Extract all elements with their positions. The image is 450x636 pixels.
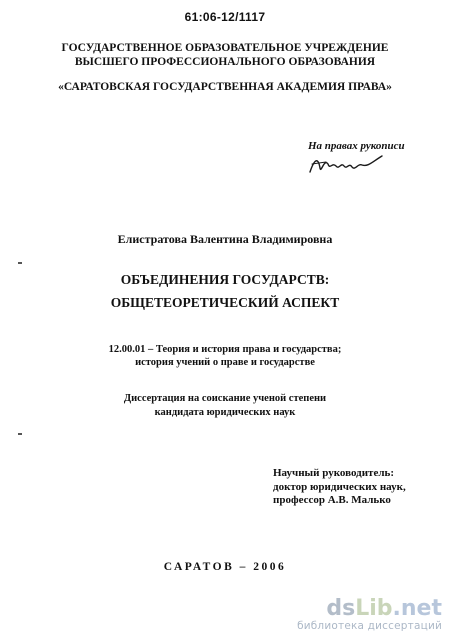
- watermark-logo: [297, 598, 442, 620]
- supervisor-name: профессор А.В. Малько: [273, 494, 391, 506]
- title-line-2: ОБЩЕТЕОРЕТИЧЕСКИЙ АСПЕКТ: [110, 295, 340, 310]
- margin-mark: [18, 262, 22, 264]
- supervisor-degree: доктор юридических наук,: [273, 480, 406, 493]
- city-year: САРАТОВ – 2006: [163, 561, 287, 573]
- degree-line-1: Диссертация на соискание ученой степени: [123, 393, 327, 404]
- author-name: Елистратова Валентина Владимировна: [117, 232, 333, 246]
- watermark-logo-net: .net: [392, 596, 442, 621]
- specialty-code: [0, 343, 450, 369]
- institution-line-2: ВЫСШЕГО ПРОФЕССИОНАЛЬНОГО ОБРАЗОВАНИЯ: [74, 55, 376, 68]
- supervisor-label: Научный руководитель:: [273, 467, 394, 479]
- handwritten-signature: [306, 150, 386, 180]
- watermark-logo-ds: ds: [326, 596, 356, 621]
- institution-line-1: ГОСУДАРСТВЕННОЕ ОБРАЗОВАТЕЛЬНОЕ УЧРЕЖДЕНИЕ: [61, 42, 389, 54]
- specialty-line-1: 12.00.01 – Теория и история права и государства;: [108, 344, 342, 355]
- dissertation-title: [0, 268, 450, 314]
- institution-name: [0, 42, 450, 69]
- manuscript-rights-note: На правах рукописи: [308, 140, 405, 152]
- dslib-watermark: [297, 598, 442, 632]
- scientific-supervisor: [273, 467, 406, 508]
- degree-line-2: кандидата юридических наук: [154, 407, 296, 418]
- academy-name: «САРАТОВСКАЯ ГОСУДАРСТВЕННАЯ АКАДЕМИЯ ПРАВА»: [58, 81, 392, 93]
- archive-stamp-number: 61:06-12/1117: [184, 10, 266, 24]
- title-line-1: ОБЪЕДИНЕНИЯ ГОСУДАРСТВ:: [120, 272, 330, 287]
- margin-mark: [18, 433, 22, 435]
- watermark-caption: библиотека диссертаций: [297, 620, 442, 632]
- specialty-line-2: история учений о праве и государстве: [135, 357, 315, 368]
- watermark-logo-lib: Lib: [355, 596, 393, 621]
- degree-statement: [0, 392, 450, 420]
